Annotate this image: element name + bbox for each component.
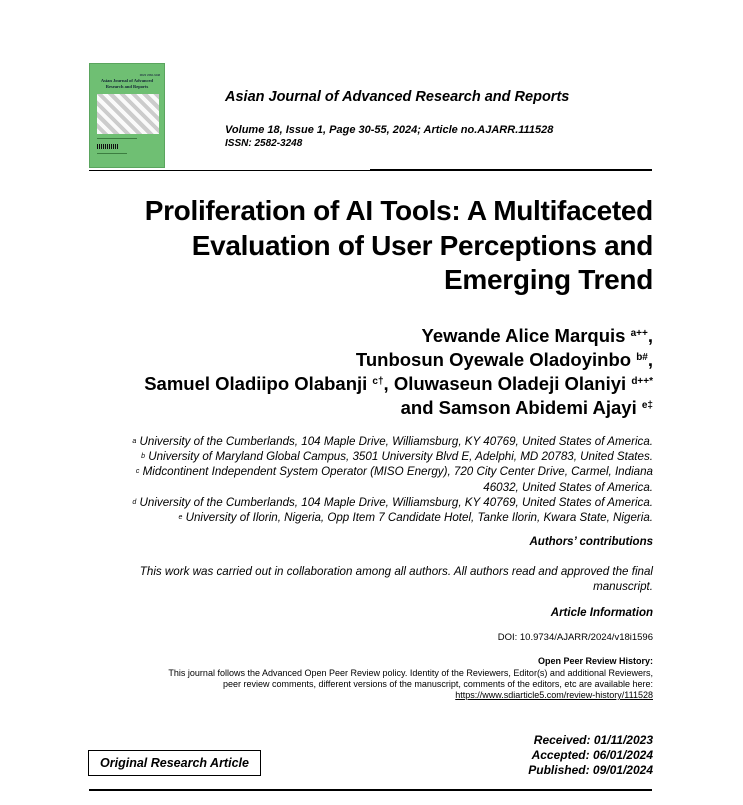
peer-review-heading: Open Peer Review History: — [537, 656, 653, 666]
affiliations — [53, 434, 653, 525]
cover-artwork — [97, 94, 159, 134]
article-dates — [528, 733, 653, 779]
doi: DOI: 10.9734/AJARR/2024/v18i1596 — [497, 632, 653, 643]
contributions-heading: Authors’ contributions — [529, 536, 653, 548]
author-name: Samson Abidemi Ajayi — [438, 397, 637, 418]
article-info-heading: Article Information — [550, 607, 653, 619]
cover-title — [90, 72, 164, 90]
accepted-date: Accepted: 06/01/2024 — [531, 748, 653, 763]
header-divider-accent — [370, 169, 652, 171]
affiliation: $^b$ University of Maryland Global Campus, 3501 University Blvd E, Adelphi, MD 20783, United States. — [141, 450, 653, 464]
author-line: Yewande Alice Marquis $^{a++}$, — [421, 325, 653, 346]
author-affiliation-mark: c† — [372, 376, 384, 387]
title-line: Proliferation of AI Tools: A Multifaceted — [144, 195, 653, 226]
journal-name: Asian Journal of Advanced Research and Reports — [225, 89, 570, 105]
received-date: Received: 01/11/2023 — [533, 733, 653, 747]
volume-info: Volume 18, Issue 1, Page 30-55, 2024; Article no.AJARR.111528 — [225, 124, 554, 136]
author-name: Yewande Alice Marquis — [421, 325, 626, 346]
article-type-box: Original Research Article — [88, 750, 261, 776]
author-line: and Samson Abidemi Ajayi $^{e\ddagger}$ — [400, 397, 653, 418]
title-line: Evaluation of User Perceptions and — [191, 229, 653, 261]
author-name: Tunbosun Oyewale Oladoyinbo — [355, 349, 632, 370]
author-affiliation-mark: e‡ — [641, 400, 653, 411]
cover-title-line1: Asian Journal of Advanced — [100, 78, 154, 83]
published-date: Published: 09/01/2024 — [528, 763, 653, 778]
barcode-icon — [97, 144, 119, 149]
author-affiliation-mark: b# — [636, 352, 648, 363]
cover-issn: ISSN 2582-3248 — [139, 73, 160, 77]
author-affiliation-mark: d++* — [631, 376, 653, 387]
affiliation: $^c$ Midcontinent Independent System Operator (MISO Energy), 720 City Center Drive, Carmel, Indiana 46032, United States of America. — [135, 465, 653, 494]
author-line: Tunbosun Oyewale Oladoyinbo $^{b\#}$, — [355, 349, 653, 370]
affiliation: $^d$ University of the Cumberlands, 104 Maple Drive, Williamsburg, KY 40769, United States of America. — [132, 495, 653, 509]
contributions-text: This work was carried out in collaboration among all authors. All authors read and approved the final manuscript. — [139, 565, 653, 593]
cover-title-line2: Research and Reports — [105, 84, 149, 89]
cover-divider — [97, 153, 127, 154]
affiliation: $^e$ University of Ilorin, Nigeria, Opp Item 7 Candidate Hotel, Tanke Ilorin, Kwara State, Nigeria. — [178, 511, 653, 525]
author-name: Oluwaseun Oladeji Olaniyi — [393, 373, 627, 394]
peer-review-text: This journal follows the Advanced Open Peer Review policy. Identity of the Reviewers, Editor(s) and additional Reviewers, peer review comments, different versions of the manuscript, comments of the editors, etc are available here: — [168, 668, 653, 689]
article-title — [73, 194, 653, 298]
author-affiliation-mark: a++ — [630, 328, 648, 339]
title-line: Emerging Trend — [444, 264, 653, 295]
issn: ISSN: 2582-3248 — [225, 138, 303, 149]
journal-cover-image — [89, 63, 165, 168]
peer-review-link[interactable]: https://www.sdiarticle5.com/review-history/111528 — [455, 690, 653, 700]
author-list — [53, 324, 653, 420]
cover-divider — [97, 138, 137, 139]
affiliation: $^a$ University of the Cumberlands, 104 Maple Drive, Williamsburg, KY 40769, United States of America. — [132, 435, 653, 448]
footer-divider — [89, 789, 652, 791]
author-name: Samuel Oladiipo Olabanji — [144, 373, 368, 394]
author-line: Samuel Oladiipo Olabanji $^{c\dagger}$, Oluwaseun Oladeji Olaniyi $^{d++*}$ — [144, 373, 653, 394]
